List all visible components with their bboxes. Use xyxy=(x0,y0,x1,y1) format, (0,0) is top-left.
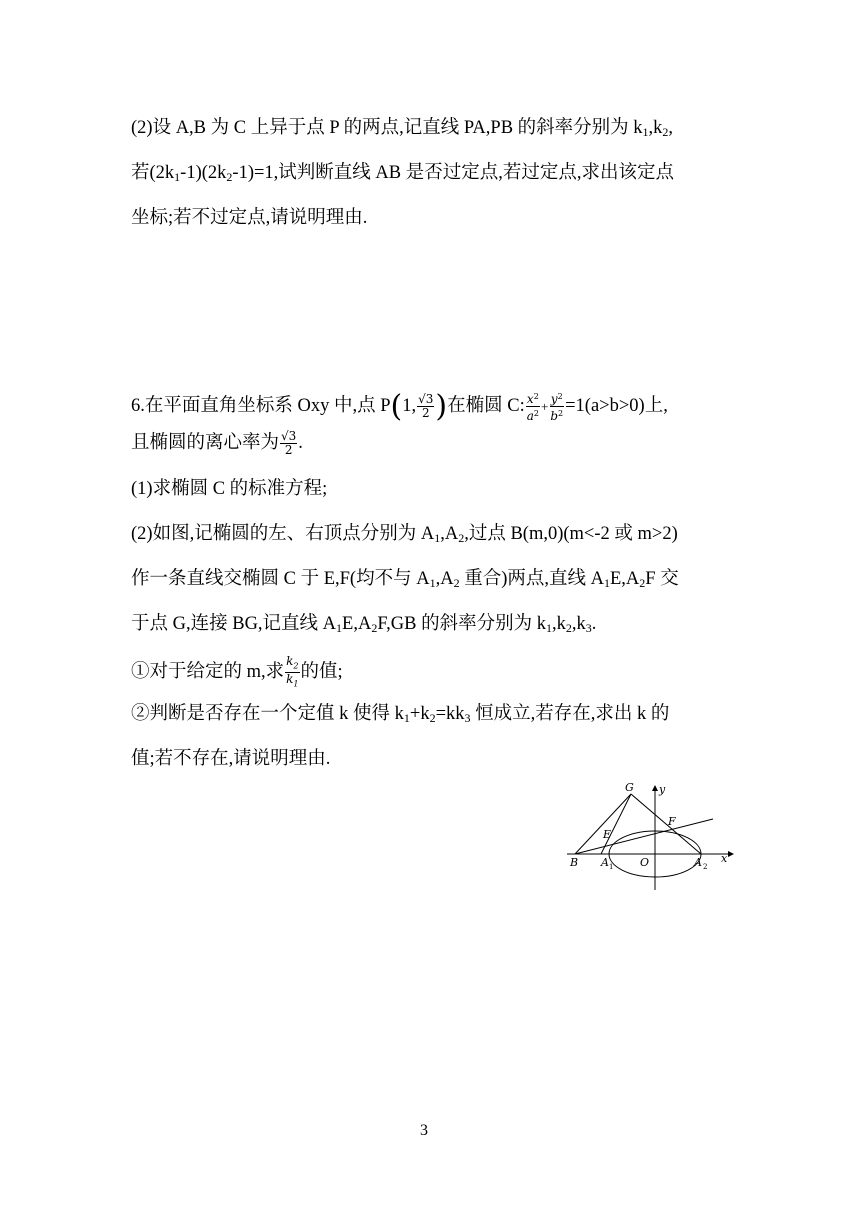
q6-sub-i: ①对于给定的 m,求 $\frac{k_2}{k_1}$ 的值; xyxy=(131,654,343,689)
ellipse-figure xyxy=(563,780,748,895)
q6-sub-ii-line2: 值;若不存在,请说明理由. xyxy=(131,749,331,769)
label-a1-sub: 1 xyxy=(609,863,614,871)
frac-y2-b2: $\frac{y^2}{b^2}$ xyxy=(550,392,564,423)
q6-line2: 且椭圆的离心率为 $\frac{√3}{2}$ . xyxy=(131,429,303,457)
q6-part2-line1: (2)如图,记椭圆的左、右顶点分别为 $A_1,A_2$,过点 B(m,0)(m<-2 或 m>2) xyxy=(131,524,678,545)
page-number: 3 xyxy=(420,1122,428,1139)
line-a2g xyxy=(631,794,701,854)
label-f: F xyxy=(668,815,676,828)
prev-part2-line3: 坐标;若不过定点,请说明理由. xyxy=(131,208,368,228)
prev-part2-line2: 若$(2k_1-1)(2k_2-1)=1$,试判断直线 AB 是否过定点,若过定点,求出该定点 xyxy=(131,163,674,184)
label-a2-sub: 2 xyxy=(703,863,708,871)
label-a2: A xyxy=(694,856,702,869)
q6-part1: (1)求椭圆 C 的标准方程; xyxy=(131,479,328,499)
label-e: E xyxy=(603,828,612,841)
line-a1g xyxy=(601,794,631,854)
q6-sub-ii-line1: ②判断是否存在一个定值 k 使得 $k_1+k_2=kk_3$ 恒成立,若存在,求出 k 的 xyxy=(131,704,670,725)
frac-sqrt3-over-2: $\frac{√3}{2}$ xyxy=(418,392,434,420)
label-a1: A xyxy=(601,856,609,869)
q6-line1: 6.在平面直角坐标系 Oxy 中,点 P(1, $\frac{√3}{2}$ )在椭圆 C: $\frac{x^2}{a^2}$ + $\frac{y^2}{b^2}$ =1(a>b>0)上, xyxy=(131,388,668,424)
label-g: G xyxy=(625,781,634,794)
line-bg xyxy=(575,794,631,854)
line-bf xyxy=(575,819,713,854)
frac-k2-over-k1: $\frac{k_2}{k_1}$ xyxy=(286,654,299,689)
frac-eccentricity: $\frac{√3}{2}$ xyxy=(281,429,297,457)
prev-part2-line1: (2)设 A,B 为 C 上异于点 P 的两点,记直线 PA,PB 的斜率分别为 $k_1,k_2$, xyxy=(131,118,674,139)
label-b: B xyxy=(570,856,579,869)
frac-x2-a2: $\frac{x^2}{a^2}$ xyxy=(526,392,539,423)
label-y: y xyxy=(659,783,666,796)
label-o: O xyxy=(640,856,650,869)
q6-part2-line2: 作一条直线交椭圆 C 于 E,F(均不与 $A_1,A_2$ 重合)两点,直线 $A_1E,A_2F$ 交 xyxy=(131,569,679,590)
label-x: x xyxy=(721,852,728,865)
q6-part2-line3: 于点 G,连接 BG,记直线 $A_1E,A_2F,GB$ 的斜率分别为 $k_1,k_2,k_3$. xyxy=(131,614,597,635)
